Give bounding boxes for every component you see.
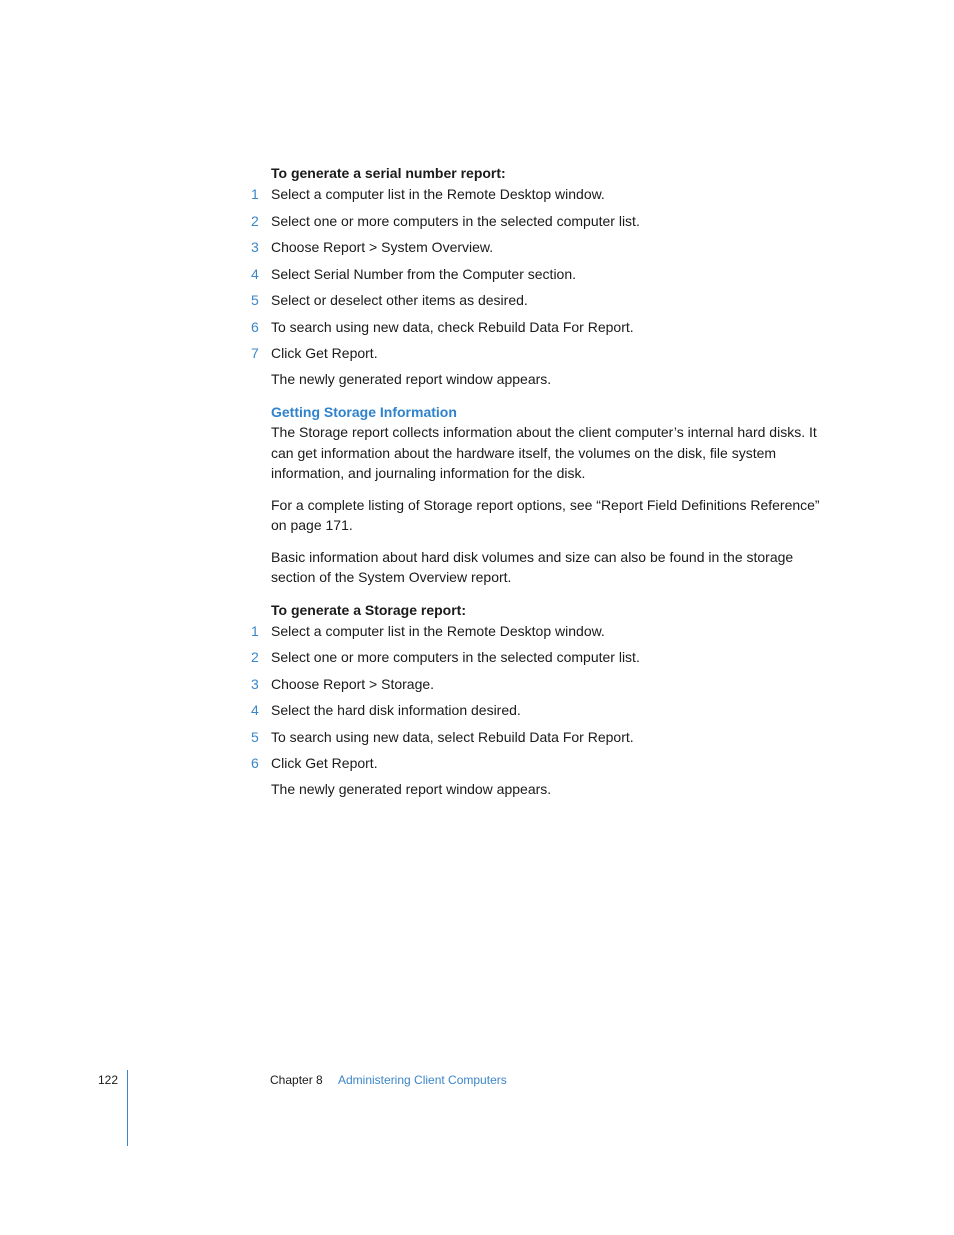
footer-chapter-title: Administering Client Computers (338, 1073, 507, 1087)
step-text: Select a computer list in the Remote Desktop window. (271, 186, 605, 202)
step-item (251, 290, 831, 310)
step-number: 1 (251, 186, 259, 202)
step-item (251, 317, 831, 337)
storage-report-result: The newly generated report window appears. (271, 781, 552, 797)
step-number: 5 (251, 728, 259, 745)
storage-report-steps (251, 621, 831, 774)
step-number: 3 (251, 675, 259, 692)
step-number: 6 (251, 755, 259, 771)
step-item (251, 264, 831, 284)
step-text: Click Get Report. (271, 345, 378, 361)
storage-paragraph: The Storage report collects information about the client computer’s internal hard disks. It can get information about the hardware itself, the volumes on the disk, file system information, and journaling information for the disk. (271, 424, 817, 481)
step-item (251, 211, 831, 231)
step-number: 2 (251, 212, 259, 229)
step-item (251, 753, 831, 773)
serial-report-steps (251, 184, 831, 363)
step-text: To search using new data, check Rebuild Data For Report. (271, 318, 634, 335)
step-item (251, 700, 831, 720)
step-number: 4 (251, 702, 259, 718)
step-text: Choose Report > Storage. (271, 675, 435, 692)
storage-report-task-heading: To generate a Storage report: (271, 601, 467, 618)
step-text: Select or deselect other items as desired. (271, 292, 528, 308)
footer-chapter-label: Chapter 8 (270, 1073, 323, 1087)
page-number: 122 (98, 1073, 119, 1087)
step-text: Select one or more computers in the selected computer list. (271, 649, 640, 665)
step-item (251, 184, 831, 204)
step-number: 5 (251, 292, 259, 308)
step-text: Select a computer list in the Remote Desktop window. (271, 622, 605, 639)
step-text: Select Serial Number from the Computer section. (271, 265, 577, 282)
step-item (251, 343, 831, 363)
serial-report-task-heading: To generate a serial number report: (271, 165, 506, 181)
footer-divider (127, 1070, 128, 1146)
step-item (251, 237, 831, 257)
step-number: 7 (251, 345, 259, 361)
step-text: Choose Report > System Overview. (271, 239, 494, 255)
step-number: 4 (251, 265, 259, 282)
step-number: 3 (251, 239, 259, 255)
serial-report-result: The newly generated report window appears. (271, 371, 552, 387)
step-text: To search using new data, select Rebuild Data For Report. (271, 728, 634, 745)
step-text: Select one or more computers in the selected computer list. (271, 212, 640, 229)
step-number: 6 (251, 318, 259, 335)
storage-paragraph: Basic information about hard disk volumes and size can also be found in the storage section of the System Overview report. (271, 548, 794, 585)
step-text: Select the hard disk information desired. (271, 702, 521, 718)
step-number: 2 (251, 649, 259, 665)
step-text: Click Get Report. (271, 755, 378, 771)
step-item (251, 727, 831, 747)
step-item (251, 674, 831, 694)
step-number: 1 (251, 622, 259, 639)
step-item (251, 647, 831, 667)
main-content (251, 163, 831, 799)
storage-section-heading: Getting Storage Information (271, 404, 457, 420)
storage-paragraph: For a complete listing of Storage report options, see “Report Field Definitions Reference” on page 171. (271, 496, 820, 533)
step-item (251, 621, 831, 641)
